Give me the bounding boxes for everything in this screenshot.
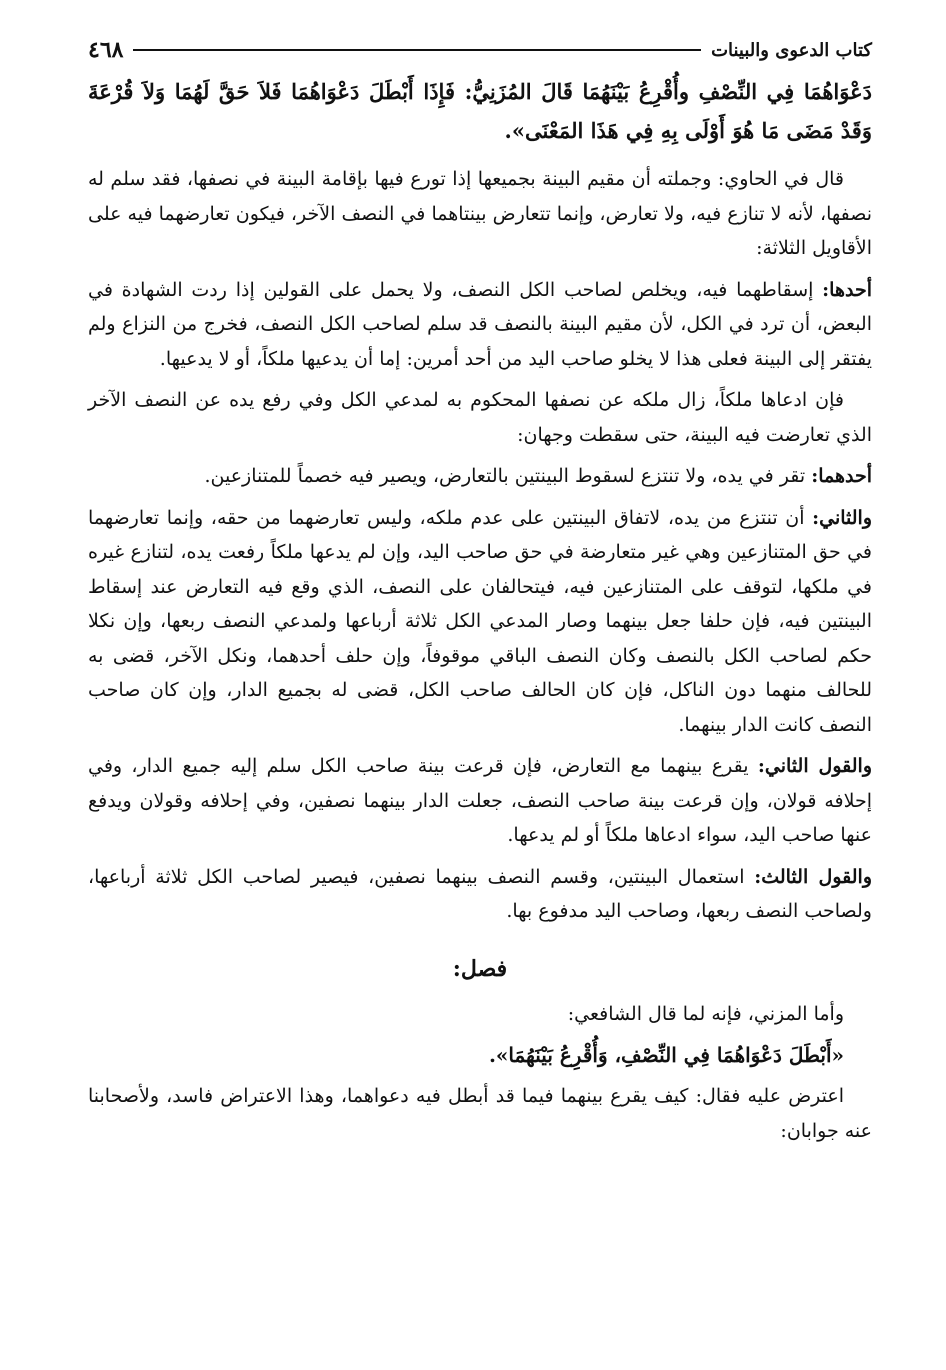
paragraph-first-view	[88, 459, 872, 494]
matn-text: دَعْوَاهُمَا فِي النِّصْفِ وأُقْرِعُ بَيْنَهُمَا قَالَ المُزَنِيُّ: فَإِذَا أَبْطَلَ دَعْوَاهُمَا فَلاَ حَقَّ لَهُمَا وَلاَ قُرْعَةَ وَقَدْ مَضَى مَا هُوَ أَوْلَى بِهِ فِي هَذَا المَعْنَى».	[88, 79, 872, 143]
term-first-view: أحدهما:	[811, 465, 872, 487]
paragraph-muzani: وأما المزني، فإنه لما قال الشافعي:	[567, 1002, 844, 1025]
paragraph-claim: فإن ادعاها ملكاً، زال ملكه عن نصفها المحكوم به لمدعي الكل وفي رفع يده عن النصف الآخر الذي تعارضت فيه البينة، حتى سقطت وجهان:	[88, 389, 872, 446]
term-first: أحدها:	[822, 278, 872, 301]
paragraph-third-opinion-text: استعمال البينتين، وقسم النصف بينهما نصفين، فيصير لصاحب الكل ثلاثة أرباعها، ولصاحب النصف ربعها، وصاحب اليد مدفوع بها.	[88, 865, 872, 922]
paragraph-first-text: إسقاطهما فيه، ويخلص لصاحب الكل النصف، ولا يحمل على القولين إذا ردت الشهادة في البعض، أن ترد في الكل، لأن مقيم البينة بالنصف قد سلم لصاحب الكل النصف، فخرج من النزاع ولم يفتقر إلى البينة فعلى هذا لا يخلو صاحب اليد من أحد أمرين: إما أن يدعيها ملكاً، أو لا يدعيها.	[88, 278, 872, 370]
term-second-opinion: والقول الثاني:	[757, 755, 872, 777]
paragraph-first-opinion	[88, 273, 872, 377]
paragraph-second-view	[88, 501, 872, 743]
section-heading: فصل:	[452, 955, 508, 982]
paragraph-first-view-text: تقر في يده، ولا تنتزع لسقوط البينتين بالتعارض، ويصير فيه خصماً للمتنازعين.	[204, 465, 812, 487]
paragraph-hawi: قال في الحاوي: وجملته أن مقيم البينة بجميعها إذا تورع فيها بإقامة البينة في نصفها، فقد سلم له نصفها، لأنه لا تنازع فيه، ولا تعارض، وإنما تتعارض بينتاهما في النصف الآخر، فيكون تعارضهما فيه على الأقاويل الثلاثة:	[88, 168, 872, 259]
running-title: كتاب الدعوى والبينات	[711, 39, 872, 61]
shafii-quote: «أَبْطَلَ دَعْوَاهُمَا فِي النِّصْفِ، وَأُقْرِعُ بَيْنَهُمَا».	[488, 1043, 844, 1067]
paragraph-objection: اعترض عليه فقال: كيف يقرع بينهما فيما قد أبطل فيه دعواهما، وهذا الاعتراض فاسد، ولأصحابنا عنه جوابان:	[88, 1085, 872, 1142]
header-rule	[133, 49, 701, 51]
paragraph-second-opinion	[88, 749, 872, 853]
term-third-opinion: والقول الثالث:	[754, 865, 872, 888]
page-number: ٤٦٨	[88, 37, 124, 63]
page-header	[88, 30, 872, 70]
paragraph-second-view-text: أن تنتزع من يده، لاتفاق البينتين على عدم ملكه، وليس تعارضهما من حقه، وإنما تعارضهما في حق المتنازعين وهي غير متعارضة في حق صاحب اليد، وإن لم يدعها ملكاً رفعت يده، لتنازع غيره في ملكها، لتوقف على المتنازعين فيه، فيتحالفان على النصف، الذي وقع فيه التعارض عند إسقاط البينتين فيه، فإن حلفا جعل بينهما وصار المدعي الكل ثلاثة أرباعها ولمدعي النصف ربعها، وإن نكلا حكم لصاحب الكل بالنصف وكان النصف الباقي موقوفاً، وإن حلف أحدهما، ونكل الآخر، قضى به للحالف منهما دون الناكل، فإن كان الحالف صاحب الكل، قضى له بجميع الدار، وإن كان صاحب النصف كانت الدار بينهما.	[88, 506, 872, 736]
paragraph-third-opinion	[88, 860, 872, 929]
book-page	[88, 30, 872, 1155]
paragraph-second-opinion-text: يقرع بينهما مع التعارض، فإن قرعت بينة صاحب الكل سلم إليه جميع الدار، وفي إحلافه قولان، وإن قرعت بينة صاحب النصف، جعلت الدار بينهما نصفين، وفي إحلافه وقولان ويدفع عنها صاحب اليد، سواء ادعاها ملكاً أو لم يدعها.	[88, 755, 872, 846]
term-second-view: والثاني:	[812, 506, 872, 529]
